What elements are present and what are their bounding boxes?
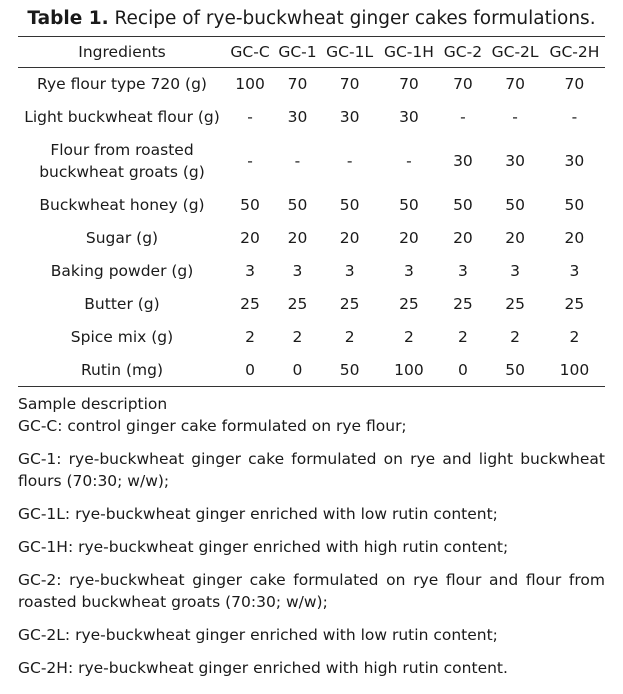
table-cell: 50 (399, 196, 419, 214)
table-cell: - (247, 152, 253, 170)
table-cell: 50 (339, 196, 360, 214)
table-cell: 50 (321, 354, 378, 387)
table-body (18, 68, 605, 387)
table-cell: 20 (564, 229, 585, 247)
table-cell: 70 (505, 75, 525, 94)
header-gc-1: GC-1 (274, 37, 321, 68)
table-cell: 70 (287, 75, 308, 94)
footnote-item: GC-1: rye-buckwheat ginger cake formulated on rye and light buckwheat flours (70:30; w/w); (18, 450, 605, 490)
table-cell: 70 (453, 75, 473, 94)
header-row (18, 37, 605, 68)
table-cell: 0 (226, 354, 274, 387)
table-cell: 50 (505, 196, 525, 214)
table-cell: 30 (564, 152, 585, 170)
table-cell: 2 (510, 328, 521, 346)
table-cell: 3 (292, 262, 303, 280)
row-label-line: Flour from roasted (50, 141, 194, 159)
table-cell: 20 (505, 229, 525, 247)
header-gc-1h: GC-1H (378, 37, 439, 68)
footnote-item: GC-1L: rye-buckwheat ginger enriched with low rutin content; (18, 505, 498, 523)
table-cell: 50 (486, 354, 543, 387)
header-gc-1l: GC-1L (321, 37, 378, 68)
footnote-item: GC-2H: rye-buckwheat ginger enriched with high rutin content. (18, 659, 508, 677)
table-cell: 0 (440, 354, 487, 387)
table-cell: 50 (287, 196, 308, 214)
table-cell: 20 (399, 229, 419, 247)
table-cell: 25 (339, 295, 360, 313)
table-cell: 50 (240, 196, 260, 214)
table-cell: - (512, 108, 518, 126)
table-cell: 2 (458, 328, 468, 346)
table-cell: 30 (339, 108, 360, 126)
table-cell: 30 (453, 152, 473, 170)
table-cell: 70 (564, 75, 585, 94)
table-cell: 20 (339, 229, 360, 247)
table-cell: 25 (564, 295, 585, 313)
table-cell: - (571, 108, 578, 126)
table-cell: - (346, 152, 353, 170)
table-cell: - (406, 152, 412, 170)
table-cell: 30 (287, 108, 308, 126)
row-label: Rutin (mg) (18, 354, 226, 387)
table-cell: 30 (399, 108, 419, 126)
table-header (18, 37, 605, 68)
caption-label: Table 1. (27, 8, 109, 29)
footnote-item: GC-2L: rye-buckwheat ginger enriched with low rutin content; (18, 626, 498, 644)
footnote-heading: Sample description (18, 395, 168, 413)
header-gc-2h: GC-2H (544, 37, 605, 68)
table-cell: 25 (453, 295, 473, 313)
table-row (18, 222, 605, 255)
table-cell: 2 (569, 328, 580, 346)
table-cell: 3 (569, 262, 580, 280)
header-gc-2l: GC-2L (486, 37, 543, 68)
table-cell: 0 (274, 354, 321, 387)
row-label-line: buckwheat groats (g) (39, 163, 205, 181)
table-cell: 2 (292, 328, 303, 346)
table-row (18, 101, 605, 134)
row-label: Buckwheat honey (g) (39, 196, 205, 214)
table-cell: 3 (510, 262, 521, 280)
row-label: Sugar (g) (85, 229, 159, 247)
table-row (18, 189, 605, 222)
table-row (18, 321, 605, 354)
table-cell: 20 (240, 229, 260, 247)
table-cell: 3 (245, 262, 255, 280)
table-row (18, 68, 605, 101)
table-row (18, 288, 605, 321)
table-row (18, 255, 605, 288)
table-cell: 25 (399, 295, 419, 313)
footnote-item: GC-1H: rye-buckwheat ginger enriched with high rutin content; (18, 538, 509, 556)
row-label: Spice mix (g) (70, 328, 174, 346)
table-cell: 70 (399, 75, 419, 94)
table-cell: 2 (403, 328, 414, 346)
table-cell: 3 (403, 262, 414, 280)
table-cell: - (460, 108, 466, 126)
table-row (18, 134, 605, 189)
table-caption (18, 0, 605, 30)
table-cell: - (247, 108, 253, 126)
table-cell: 25 (505, 295, 525, 313)
header-gc-c: GC-C (226, 37, 274, 68)
table-cell: 2 (245, 328, 255, 346)
table-cell: 30 (505, 152, 525, 170)
table-cell: 70 (339, 75, 360, 94)
footnote-item: GC-2: rye-buckwheat ginger cake formulated on rye flour and flour from roasted buckwheat groats (70:30; w/w); (18, 571, 605, 611)
row-label (18, 134, 226, 189)
table-cell: 100 (235, 75, 265, 94)
header-ingredients: Ingredients (18, 37, 226, 68)
table-cell: 50 (564, 196, 585, 214)
footnote-item: GC-C: control ginger cake formulated on rye flour; (18, 417, 407, 435)
row-label: Light buckwheat flour (g) (24, 108, 220, 126)
table-cell: 20 (453, 229, 473, 247)
table-cell: 2 (344, 328, 355, 346)
header-gc-2: GC-2 (440, 37, 487, 68)
table-row (18, 354, 605, 387)
table-cell: 20 (287, 229, 308, 247)
recipe-table (18, 36, 605, 387)
table-cell: 25 (287, 295, 308, 313)
row-label: Butter (g) (84, 295, 160, 313)
table-cell: 50 (453, 196, 473, 214)
table-cell: 100 (378, 354, 439, 387)
table-footnotes (18, 393, 605, 679)
row-label: Baking powder (g) (50, 262, 194, 280)
row-label: Rye flour type 720 (g) (37, 75, 207, 94)
table-cell: 25 (240, 295, 260, 313)
table-cell: 3 (458, 262, 468, 280)
caption-text: Recipe of rye-buckwheat ginger cakes formulations. (114, 8, 596, 29)
table-cell: 3 (344, 262, 355, 280)
table-cell: - (294, 152, 301, 170)
table-cell: 100 (544, 354, 605, 387)
